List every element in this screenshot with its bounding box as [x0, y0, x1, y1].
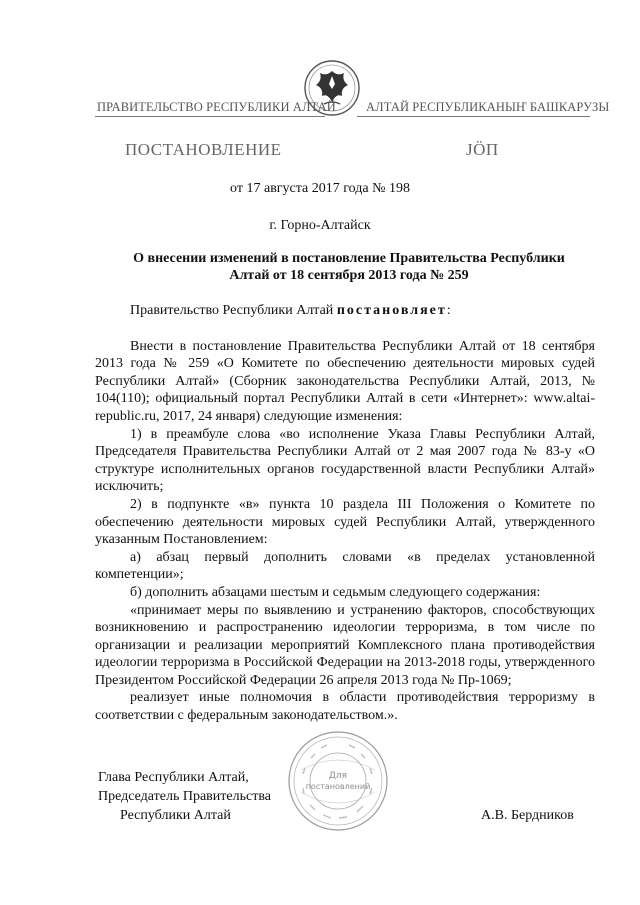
document-title [112, 250, 586, 284]
intro-verb: постановляет [336, 303, 447, 318]
document-city: г. Горно-Алтайск [269, 218, 371, 233]
stamp-text-1: Для [328, 771, 348, 781]
intro-paragraph [95, 302, 595, 320]
paragraph: «принимает меры по выявлению и устранению факторов, способствующих возникновению и распространению идеологии терроризма, в том числе по организации и реализации мероприятий Комплексного плана противодействия идеологии терроризма в Российской Федерации на 2013-2018 годы, утвержденного Президентом Российской Федерации 26 апреля 2013 года № Пр-1069; [95, 602, 595, 688]
header-rule-left [95, 116, 325, 117]
document-type-altai: JӦП [466, 140, 499, 159]
paragraph: реализует иные полномочия в области противодействия терроризму в соответствии с федеральным законодательством.». [95, 690, 595, 724]
stamp-text-2: постановлений [305, 782, 371, 791]
official-stamp [287, 730, 389, 832]
intro-prefix: Правительство Республики Алтай [130, 303, 337, 318]
title-line-1: О внесении изменений в постановление Правительства Республики [133, 251, 565, 266]
intro-suffix: : [446, 303, 451, 318]
paragraph: Внести в постановление Правительства Республики Алтай от 18 сентября 2013 года № 259 «О Комитете по обеспечению деятельности мировых судей Республики Алтай» (Сборник законодательства Республики Алтай, 2013, № 104(110); официальный портал Республики Алтай в сети «Интернет»: www.altai-republic.ru, 2017, 24 января) следующие изменения: [95, 338, 595, 424]
government-name-russian: ПРАВИТЕЛЬСТВО РЕСПУБЛИКИ АЛТАЙ [97, 100, 336, 114]
document-date: от 17 августа 2017 года № 198 [230, 181, 410, 196]
government-name-altai: АЛТАЙ РЕСПУБЛИКАНЫҤ БАШКАРУЗЫ [366, 100, 610, 114]
paragraph: 2) в подпункте «в» пункта 10 раздела III Положения о Комитете по обеспечению деятельности мировых судей Республики Алтай, утвержденного указанным Постановлением: [95, 496, 595, 548]
paragraph: а) абзац первый дополнить словами «в пределах установленной компетенции»; [95, 549, 595, 583]
paragraph: б) дополнить абзацами шестым и седьмым следующего содержания: [130, 584, 541, 600]
signatory-line-3: Республики Алтай [120, 808, 231, 823]
signatory-line-1: Глава Республики Алтай, [98, 770, 249, 785]
header-rule-right [357, 116, 590, 117]
document-type-russian: ПОСТАНОВЛЕНИЕ [125, 140, 282, 159]
document-body [95, 302, 595, 725]
title-line-2: Алтай от 18 сентября 2013 года № 259 [229, 268, 469, 283]
signatory-title [98, 768, 271, 825]
signatory-line-2: Председатель Правительства [98, 789, 271, 804]
paragraph: 1) в преамбуле слова «во исполнение Указа Главы Республики Алтай, Председателя Правительства Республики Алтай от 2 мая 2007 года № 83-у «О структуре исполнительных органов государственной власти Республики Алтай» исключить; [95, 426, 595, 495]
signatory-name: А.В. Бердников [481, 808, 574, 823]
